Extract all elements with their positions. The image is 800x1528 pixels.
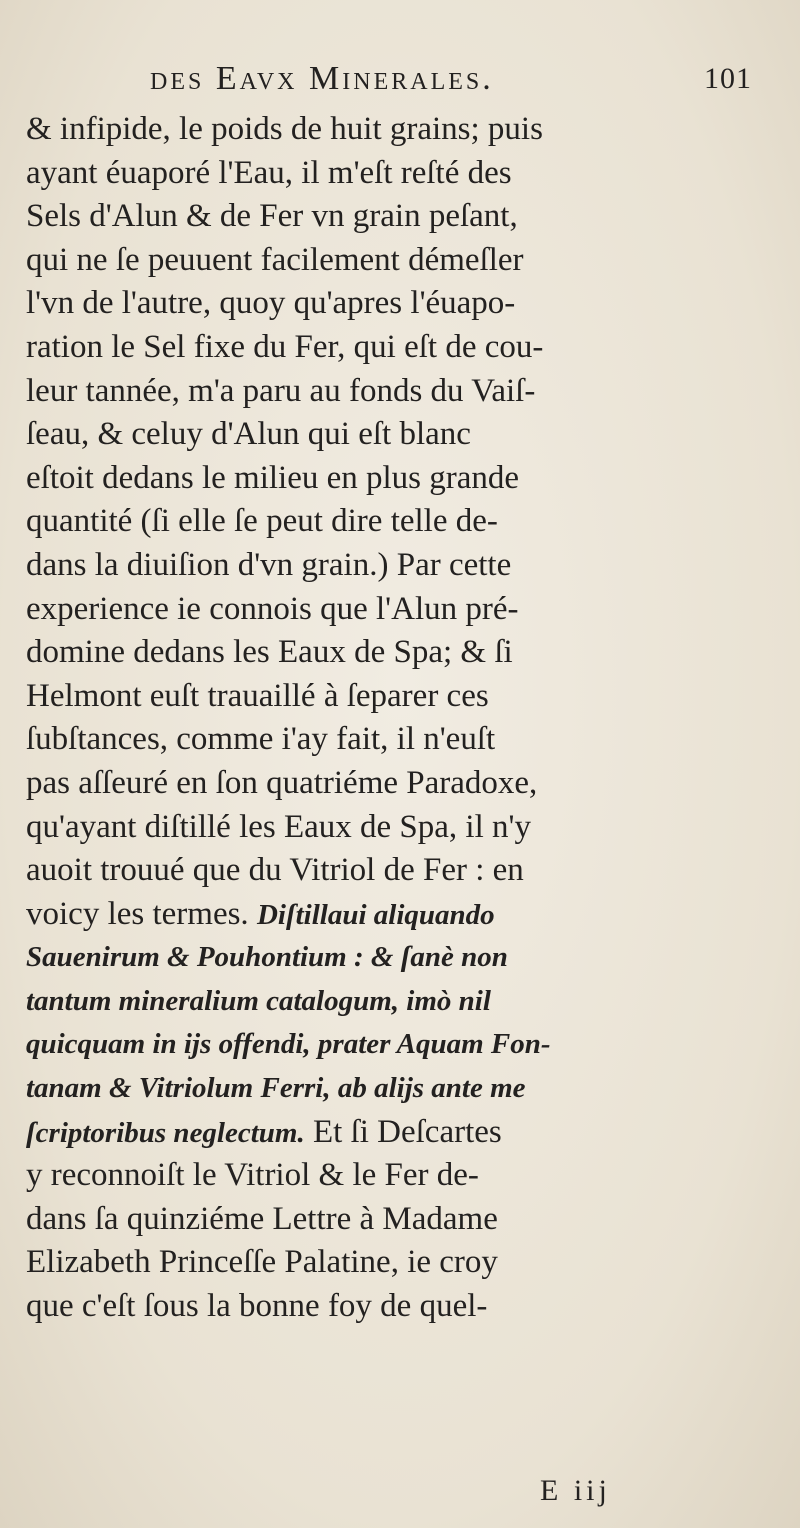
text-line: pas aſſeuré en ſon quatriéme Paradoxe, (26, 764, 538, 801)
text-line: auoit trouué que du Vitriol de Fer : en (26, 852, 524, 889)
text-line: dans la diuiſion d'vn grain.) Par cette (26, 546, 512, 583)
text-line: quantité (ſi elle ſe peut dire telle de- (26, 503, 498, 540)
signature-mark: E iij (540, 1474, 611, 1507)
latin-quote-line: tantum mineralium catalogum, imò nil (26, 984, 491, 1017)
body-text (26, 108, 786, 1329)
text-line: qui ne ſe peuuent facilement démeſler (26, 241, 524, 278)
italic-segment: Diſtillaui aliquando (256, 898, 495, 931)
text-line: experience ie connois que l'Alun pré- (26, 590, 519, 627)
text-line-mixed (26, 893, 786, 937)
page-number: 101 (704, 62, 752, 95)
text-line: Elizabeth Princeſſe Palatine, ie croy (26, 1244, 498, 1281)
text-line: ſeau, & celuy d'Alun qui eſt blanc (26, 416, 471, 453)
running-header (150, 60, 770, 104)
text-line: y reconnoiſt le Vitriol & le Fer de- (26, 1157, 479, 1194)
text-line: l'vn de l'autre, quoy qu'apres l'éuapo- (26, 285, 516, 322)
roman-segment: voicy les termes. (26, 895, 249, 932)
roman-segment: Et ſi Deſcartes (312, 1113, 502, 1150)
text-line: Sels d'Alun & de Fer vn grain peſant, (26, 198, 518, 235)
text-line: & infipide, le poids de huit grains; puis (26, 111, 543, 147)
text-line: eſtoit dedans le milieu en plus grande (26, 459, 520, 496)
text-line: leur tannée, m'a paru au fonds du Vaiſ- (26, 372, 536, 409)
text-line: ayant éuaporé l'Eau, il m'eſt reſté des (26, 154, 512, 191)
text-line: dans ſa quinziéme Lettre à Madame (26, 1200, 498, 1237)
header-title: des Eavx Minerales. (150, 60, 494, 97)
text-line: ſubſtances, comme i'ay fait, il n'euſt (26, 721, 496, 758)
latin-quote-line: quicquam in ijs offendi, prater Aquam Fon- (26, 1028, 551, 1061)
italic-segment: ſcriptoribus neglectum. (26, 1116, 305, 1149)
text-line-mixed (26, 1111, 786, 1155)
text-line: domine dedans les Eaux de Spa; & ſi (26, 634, 513, 671)
latin-quote-line: tanam & Vitriolum Ferri, ab alijs ante me (26, 1072, 526, 1105)
latin-quote-line: Sauenirum & Pouhontium : & ſanè non (26, 941, 508, 974)
text-line: qu'ayant diſtillé les Eaux de Spa, il n'y (26, 808, 531, 845)
text-line: Helmont euſt trauaillé à ſeparer ces (26, 677, 489, 714)
text-line: ration le Sel fixe du Fer, qui eſt de cou- (26, 328, 544, 365)
text-line: que c'eſt ſous la bonne foy de quel- (26, 1288, 488, 1325)
